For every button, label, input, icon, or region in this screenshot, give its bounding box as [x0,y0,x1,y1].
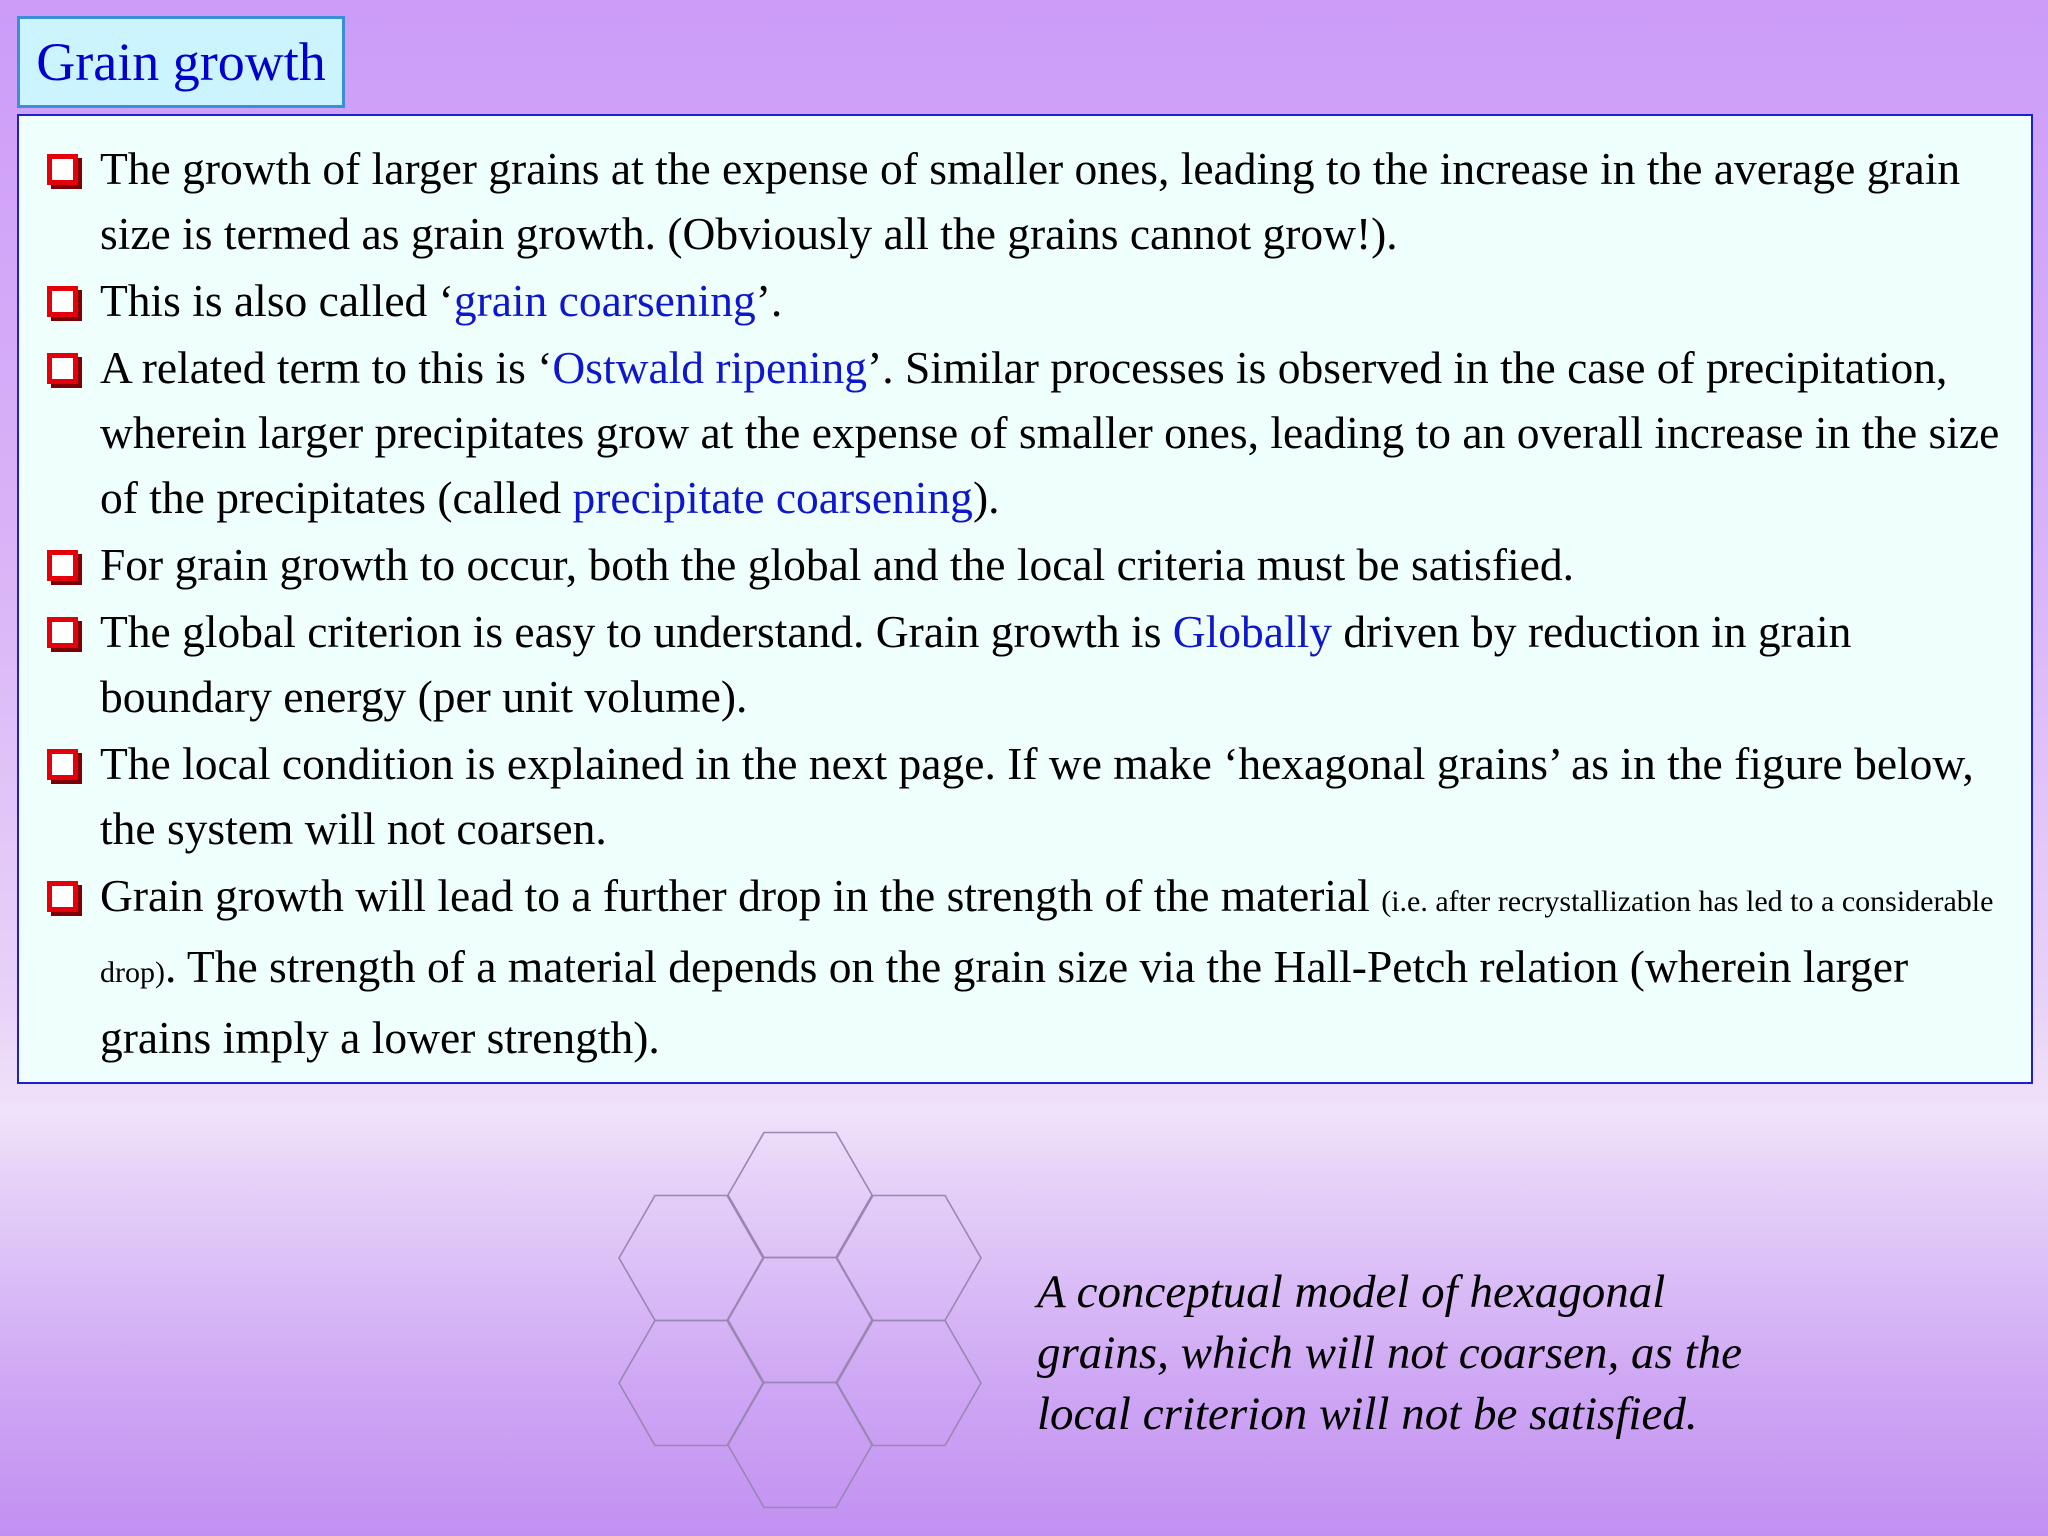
bullet-item [19,136,2011,266]
bullet-item [19,599,2011,729]
caption-line-3: local criterion will not be satisfied. [1037,1388,1698,1440]
bullet-text: ). [972,472,1000,523]
caption-line-2: grains, which will not coarsen, as the [1037,1327,1742,1379]
checkbox-bullet-icon [47,286,78,317]
bullet-item [19,268,2011,333]
bullet-text: The local condition is explained in the next page. If we make ‘hexagonal grains’ as in the figure below, the system will not coarsen. [100,738,1974,854]
hexagon-grain [728,1258,872,1383]
highlighted-term: grain coarsening [453,275,756,326]
hexagon-grain [837,1321,981,1446]
hexagon-grain [619,1321,763,1446]
bullet-note: (i.e. after recrystallization has led to a considerable drop) [100,885,1994,989]
caption-line-1: A conceptual model of hexagonal [1037,1266,1666,1318]
bullet-item [19,335,2011,530]
checkbox-bullet-icon [47,550,78,581]
bullet-text: driven by reduction in grain boundary energy (per unit volume). [100,606,1852,722]
bullet-text: The growth of larger grains at the expense of smaller ones, leading to the increase in the average grain size is termed as grain growth. (Obviously all the grains cannot grow!). [100,143,1961,259]
checkbox-bullet-icon [47,617,78,648]
bullet-item [19,731,2011,861]
highlighted-term: Ostwald ripening [552,342,868,393]
content-box [17,114,2033,1084]
highlighted-term: precipitate coarsening [572,472,973,523]
bullet-text: ’. [755,275,783,326]
bullet-text: Grain growth will lead to a further drop in the strength of the material [100,870,1382,921]
hexagon-grain [619,1196,763,1321]
highlighted-term: Globally [1172,606,1333,657]
checkbox-bullet-icon [47,154,78,185]
checkbox-bullet-icon [47,353,78,384]
bullet-list [19,116,2031,1070]
bullet-text: For grain growth to occur, both the global and the local criteria must be satisfied. [100,539,1574,590]
hexagonal-grains-figure [610,1120,990,1520]
figure-caption [1037,1262,1937,1445]
hexagon-grain [728,1383,872,1508]
title-box [17,16,345,108]
bullet-text: . The strength of a material depends on the grain size via the Hall-Petch relation (wherein larger grains imply a lower strength). [100,941,1909,1063]
checkbox-bullet-icon [47,881,78,912]
bullet-text: The global criterion is easy to understand. Grain growth is [100,606,1173,657]
hexagon-grain [837,1196,981,1321]
hexagon-grain [728,1133,872,1258]
bullet-item [19,863,2011,1070]
bullet-text: A related term to this is ‘ [100,342,553,393]
slide-title: Grain growth [36,32,326,92]
bullet-text: ’. Similar processes is observed in the case of precipitation, wherein larger precipitates grow at the expense of smaller ones, leading to an overall increase in the size of the precipitates (called [100,342,2000,523]
bullet-item [19,532,2011,597]
checkbox-bullet-icon [47,749,78,780]
bullet-text: This is also called ‘ [100,275,454,326]
